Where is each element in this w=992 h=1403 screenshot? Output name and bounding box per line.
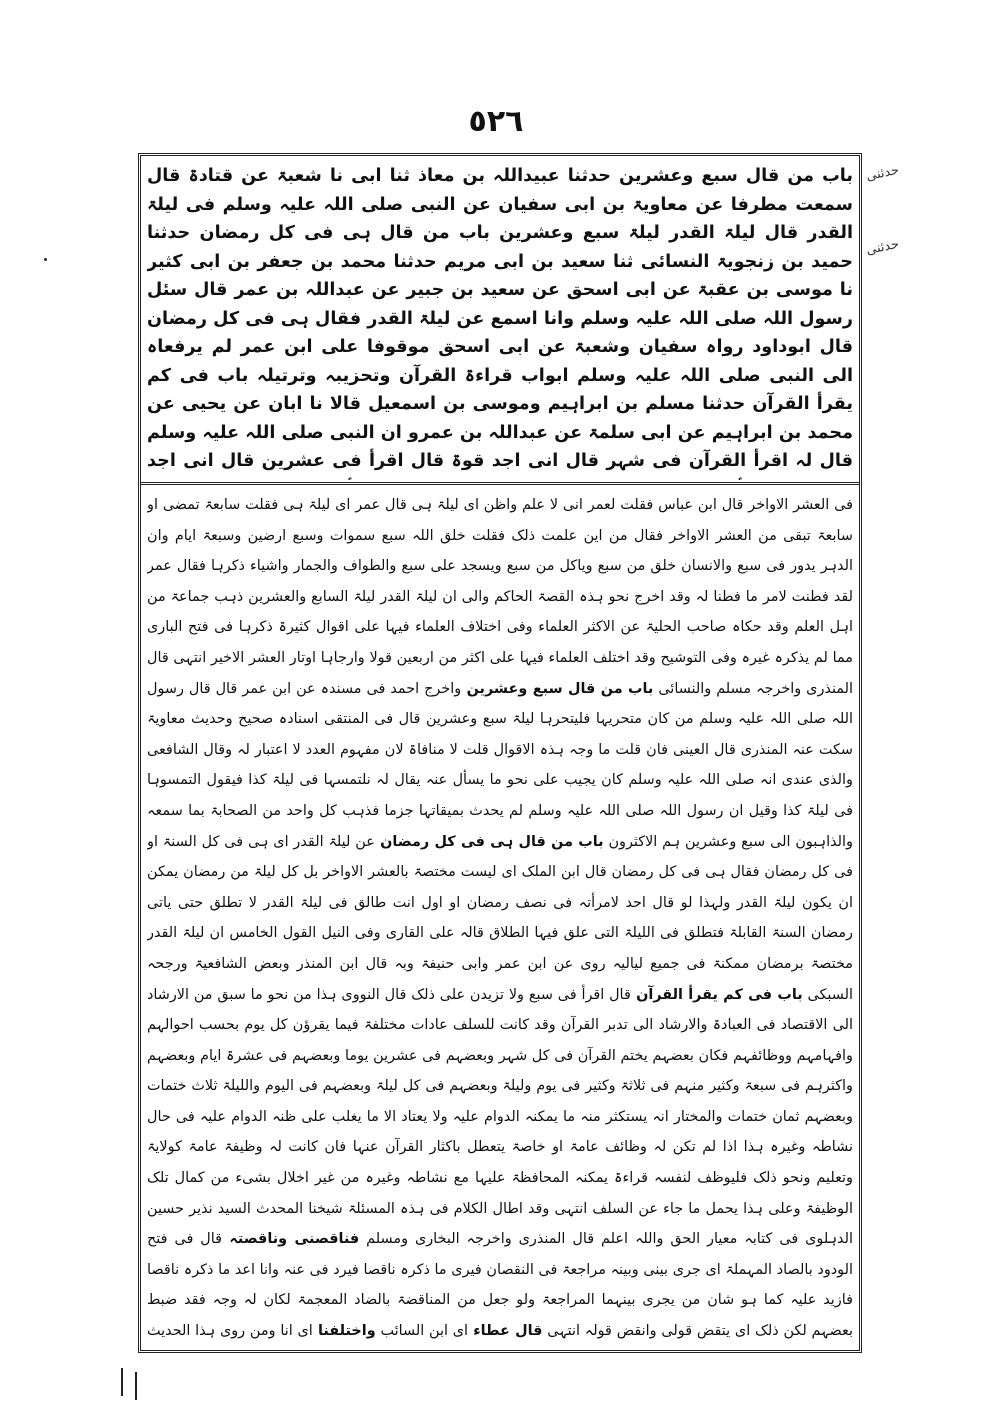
commentary-run: قال فی فتح الودود بالصاد المہملۃ ای جری بینی وبینہ مراجعۃ فی النقصان فیری ما ذکرہ ناقصا فیرد فی عنہ وانا اعد ما ذکرہ ناقصا فازید علیہ کما ہو شان من یجری بینہما المراجعۃ ولو جعل من المناقضۃ بالضاد المعجمۃ لکان لہ وجہ فقد ضبط بعضہم لکن ذلک ای یتقض قولی وانقض قولہ انتہی [147, 1231, 853, 1340]
commentary-run: واخرج احمد فی مسندہ عن ابن عمر قال قال رسول اللہ صلی اللہ علیہ وسلم من کان متحریہا فلیتحرہا لیلۃ سبع وعشرین قال فی المنتقی اسنادہ صحیح وحدیث معاویۃ سکت عنہ المنذری قال العینی فان قلت ما وجہ ہذہ الاقوال قلت لا منافاۃ لان مفہوم العدد لا اعتبار لہ وقال الشافعی والذی عندی انہ صلی اللہ علیہ وسلم کان یجیب علی نحو ما یسأل عنہ یقال لہ نلتمسہا فی لیلۃ کذا فیقول التمسوہا فی لیلۃ کذا وقیل ان رسول اللہ صلی اللہ علیہ وسلم لم یحدث بمیقاتہا جزما فذہب کل واحد من الصحابۃ بما سمعہ والذاہبون الی سبع وعشرین ہم الاکثرون [147, 680, 853, 850]
hadith-main-text: باب من قال سبع وعشرین حدثنا عبیداللہ بن معاذ ثنا ابی نا شعبۃ عن قتادۃ قال سمعت مطرفا عن معاویۃ بن ابی سفیان عن النبی صلی اللہ علیہ وسلم فی لیلۃ القدر قال لیلۃ القدر لیلۃ سبع وعشرین باب من قال ہی فی کل رمضان حدثنا حمید بن زنجویۃ النسائی ثنا سعید بن ابی مریم حدثنا محمد بن جعفر بن ابی کثیر نا موسی بن عقبۃ عن ابی اسحق عن سعید بن جبیر عن عبداللہ بن عمر قال سئل رسول اللہ صلی اللہ علیہ وسلم وانا اسمع عن لیلۃ القدر فقال ہی فی کل رمضان قال ابوداود رواہ سفیان وشعبۃ عن ابی اسحق موقوفا علی ابن عمر لم یرفعاہ الی النبی صلی اللہ علیہ وسلم ابواب قراءۃ القرآن وتحزیبہ وترتیلہ باب فی کم یقرأ القرآن حدثنا مسلم بن ابراہیم وموسی بن اسمعیل قالا نا ابان عن یحیی عن محمد بن ابراہیم عن ابی سلمۃ عن عبداللہ بن عمرو ان النبی صلی اللہ علیہ وسلم قال لہ اقرأ القرآن فی شہر قال انی اجد قوۃ قال اقرأ فی عشرین قال انی اجد [147, 166, 853, 471]
commentary-keyword: فناقصنی وناقصتہ [222, 1231, 360, 1248]
commentary-run: ای انا ومن روی ہذا الحدیث [147, 1323, 313, 1340]
scan-edge-mark [121, 1368, 123, 1396]
scan-speck [44, 258, 47, 261]
commentary-run: عن لیلۃ القدر ای ہی فی کل السنۃ او فی کل رمضان فقال ہی فی کل رمضان قال ابن الملک ای لیست مختصۃ بالعشر الاواخر بل کل لیلۃ من رمضان یمکن ان یکون لیلۃ القدر ولہذا لو قال احد لامرأتہ فی نصف رمضان او اول انت طالق فی لیلۃ القدر لا تطلق حتی یاتی رمضان السنۃ القابلۃ فتطلق فی اللیلۃ التی علق فیہا الطلاق قالہ علی القاری وفی النیل القول الخامس ان لیلۃ القدر مختصۃ برمضان ممکنۃ فی جمیع لیالیہ روی عن ابن عمر وابی حنیفۃ وبہ قال ابن المنذر وبعض الشافعیۃ ورجحہ السبکی [147, 833, 853, 1003]
commentary-keyword: باب من قال سبع وعشرین [461, 680, 654, 697]
commentary-keyword: قال عطاء [468, 1323, 543, 1340]
page-number: ٥٢٦ [468, 104, 524, 139]
margin-note: حدثنی [864, 236, 901, 259]
section-divider [141, 482, 859, 485]
scan-edge-mark [135, 1372, 137, 1400]
commentary-run: قال اقرأ فی سبع ولا تزیدن علی ذلک قال النووی ہذا من نحو ما سبق من الارشاد الی الاقتصاد فی العبادۃ والارشاد الی تدبر القرآن وقد کانت للسلف عادات مختلفۃ فیما یقرؤن کل یوم بحسب احوالہم وافہامہم ووظائفہم فکان بعضہم یختم القرآن فی کل شہر وبعضہم فی عشرین یوما وبعضہم فی عشرۃ ایام وبعضہم واکثرہم فی سبعۃ وکثیر منہم فی ثلاثۃ وکثیر فی یوم ولیلۃ وبعضہم فی کل لیلۃ وبعضہم فی الیوم واللیلۃ ثلاث ختمات وبعضہم ثمان ختمات والمختار انہ یستکثر منہ ما یمکنہ الدوام علیہ ولا یعتاد الا ما یغلب علی ظنہ الدوام علیہ فی حال نشاطہ وغیرہ ہذا اذا لم تکن لہ وظائف عامۃ او خاصۃ یتعطل باکثار القرآن عنہا فان کانت لہ وظیفۃ عامۃ کولایۃ وتعلیم ونحو ذلک فلیوظف لنفسہ قراءۃ یمکنہ المحافظۃ علیہا مع نشاطہ وغیرہ من غیر اخلال بشیء من کمال تلک الوظیفۃ وعلی ہذا یحمل ما جاء عن السلف انتہی وقد اطال الکلام فی ہذہ المسئلۃ شیخنا المحدث السید نذیر حسین الدہلوی فی کتابہ معیار الحق واللہ اعلم قال المنذری واخرجہ البخاری ومسلم [147, 986, 853, 1248]
commentary-keyword: باب من قال ہی فی کل رمضان [374, 833, 604, 850]
commentary-text [147, 490, 853, 1344]
commentary-run: ای ابن السائب [375, 1323, 469, 1340]
commentary-keyword: واختلفنا [312, 1323, 376, 1340]
text-frame [138, 153, 862, 1353]
commentary-run: فی العشر الاواخر قال ابن عباس فقلت لعمر انی لا علم واظن ای لیلۃ ہی قال عمر ای لیلۃ ہی فقلت سابعۃ تمضی او سابعۃ تبقی من العشر الاواخر فقال من این علمت ذلک فقلت خلق اللہ سبع سموات وسبع ارضین وسبعۃ ایام وان الدہر یدور فی سبع والانسان خلق من سبع ویاکل من سبع ویسجد علی سبع والطواف والجمار واشیاء ذکرہا فقال عمر لقد فطنت لامر ما فطنا لہ وقد اخرج نحو ہذہ القصۃ الحاکم والی ان لیلۃ القدر لیلۃ السابع والعشرین ذہب جماعۃ من اہل العلم وقد حکاہ صاحب الحلیۃ عن الاکثر العلماء وفی اختلاف العلماء فیہا علی اقوال کثیرۃ ذکرہا فی فتح الباری مما لم یذکرہ غیرہ وفی التوشیح وقد اختلف العلماء فیہا علی اکثر من اربعین قولا وارجاہا اوتار العشر الاخیر انتہی قال المنذری واخرجہ مسلم والنسائی [147, 497, 853, 697]
margin-note: حدثنی [864, 162, 901, 185]
commentary-keyword: باب فی کم یقرأ القرآن [630, 986, 803, 1003]
